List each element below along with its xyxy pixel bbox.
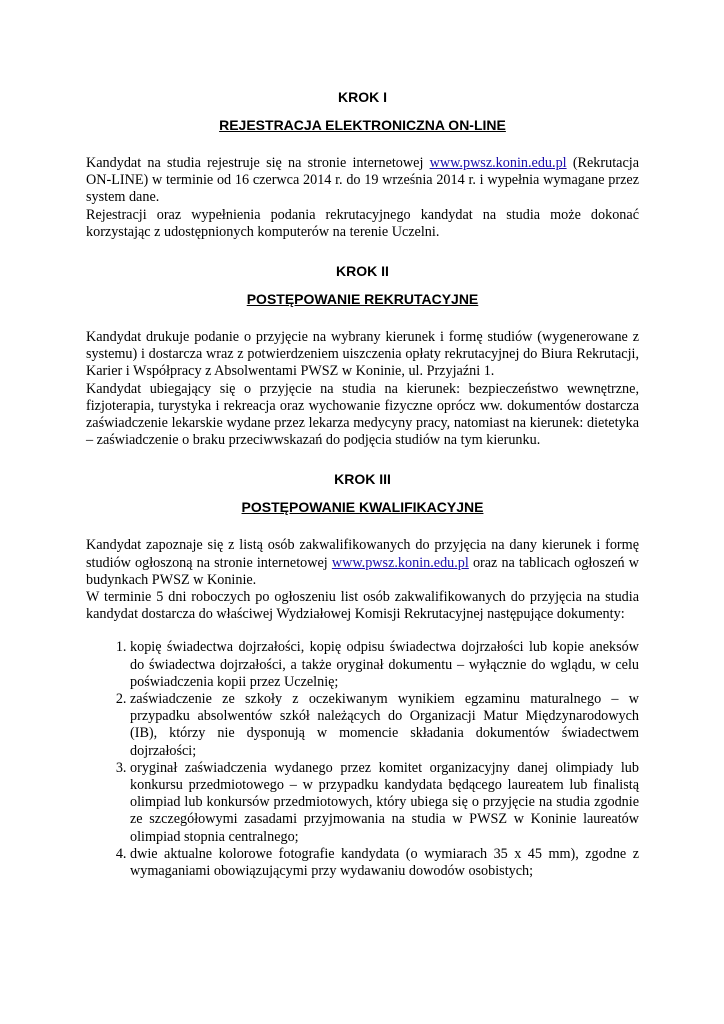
list-item: 1. kopię świadectwa dojrzałości, kopię odpisu świadectwa dojrzałości lub kopie aneksów do świadectwa dojrzałości, a także oryginał dokumentu – wyłącznie do wglądu, w celu poświadczenia kopii przez Uczelnię; [130,639,639,691]
step1-paragraph-2: Rejestracji oraz wypełnienia podania rekrutacyjnego kandydat na studia może dokonać korzystając z udostępnionych komputerów na terenie Uczelni. [86,206,639,240]
document-page [86,88,639,880]
step1-p1-text-after: (Rekrutacja ON-LINE) w terminie od 16 czerwca 2014 r. do 19 września 2014 r. i wypełnia wymagane przez system dane. [86,155,639,206]
step1-title: REJESTRACJA ELEKTRONICZNA ON-LINE [219,117,506,133]
step3-title: POSTĘPOWANIE KWALIFIKACYJNE [241,499,484,516]
step2-paragraph-1: Kandydat drukuje podanie o przyjęcie na wybrany kierunek i formę studiów (wygenerowane z systemu) i dostarcza wraz z potwierdzeniem uiszczenia opłaty rekrutacyjnej do Biura Rekrutacji, Karier i Współpracy z Absolwentami PWSZ w Koninie, ul. Przyjaźni 1. [86,329,639,380]
step3-paragraph-2: W terminie 5 dni roboczych po ogłoszeniu list osób zakwalifikowanych do przyjęcia na studia kandydat dostarcza do właściwej Wydziałowej Komisji Rekrutacyjnej następujące dokumenty: [86,589,639,623]
list-item: 2. zaświadczenie ze szkoły z oczekiwanym wynikiem egzaminu maturalnego – w przypadku absolwentów szkół należących do Organizacji Matur Międzynarodowych (IB), którzy nie dysponują w momencie składania dokumentów świadectwem dojrzałości; [130,691,639,760]
step1-website-link[interactable]: www.pwsz.konin.edu.pl [429,155,567,171]
required-documents-list [86,639,639,880]
step3-label: KROK III [334,471,391,488]
step1-paragraph-1 [86,155,639,207]
step2-paragraph-2: Kandydat ubiegający się o przyjęcie na studia na kierunek: bezpieczeństwo wewnętrzne, fizjoterapia, turystyka i rekreacja oraz wychowanie fizyczne oprócz ww. dokumentów dostarcza zaświadczenie lekarskie wydane przez lekarza medycyny pracy, natomiast na kierunek: dietetyka – zaświadczenie o braku przeciwwskazań do podjęcia studiów na tym kierunku. [86,380,639,449]
step3-p1-text-after: oraz na tablicach ogłoszeń w budynkach PWSZ w Koninie. [86,554,639,588]
step1-p1-text-before: Kandydat na studia rejestruje się na stronie internetowej [86,155,430,171]
step3-paragraph-1 [86,537,639,589]
list-item: 4. dwie aktualne kolorowe fotografie kandydata (o wymiarach 35 x 45 mm), zgodne z wymaganiami obowiązującymi przy wydawaniu dowodów osobistych; [130,846,639,880]
step2-title: POSTĘPOWANIE REKRUTACYJNE [246,291,479,308]
step1-label: KROK I [338,89,387,105]
list-item: 3. oryginał zaświadczenia wydanego przez komitet organizacyjny danej olimpiady lub konkursu przedmiotowego – w przypadku kandydata będącego laureatem lub finalistą olimpiad lub konkursów przedmiotowych, który ubiega się o przyjęcie na studia zgodnie ze szczegółowymi zasadami przyjmowania na studia w PWSZ w Koninie laureatów olimpiad stopnia centralnego; [130,760,639,846]
step2-label: KROK II [336,263,389,280]
step3-website-link[interactable]: www.pwsz.konin.edu.pl [331,554,469,571]
step3-p1-text-before: Kandydat zapoznaje się z listą osób zakwalifikowanych do przyjęcia na dany kierunek i formę studiów ogłoszoną na stronie internetowej [86,537,639,571]
